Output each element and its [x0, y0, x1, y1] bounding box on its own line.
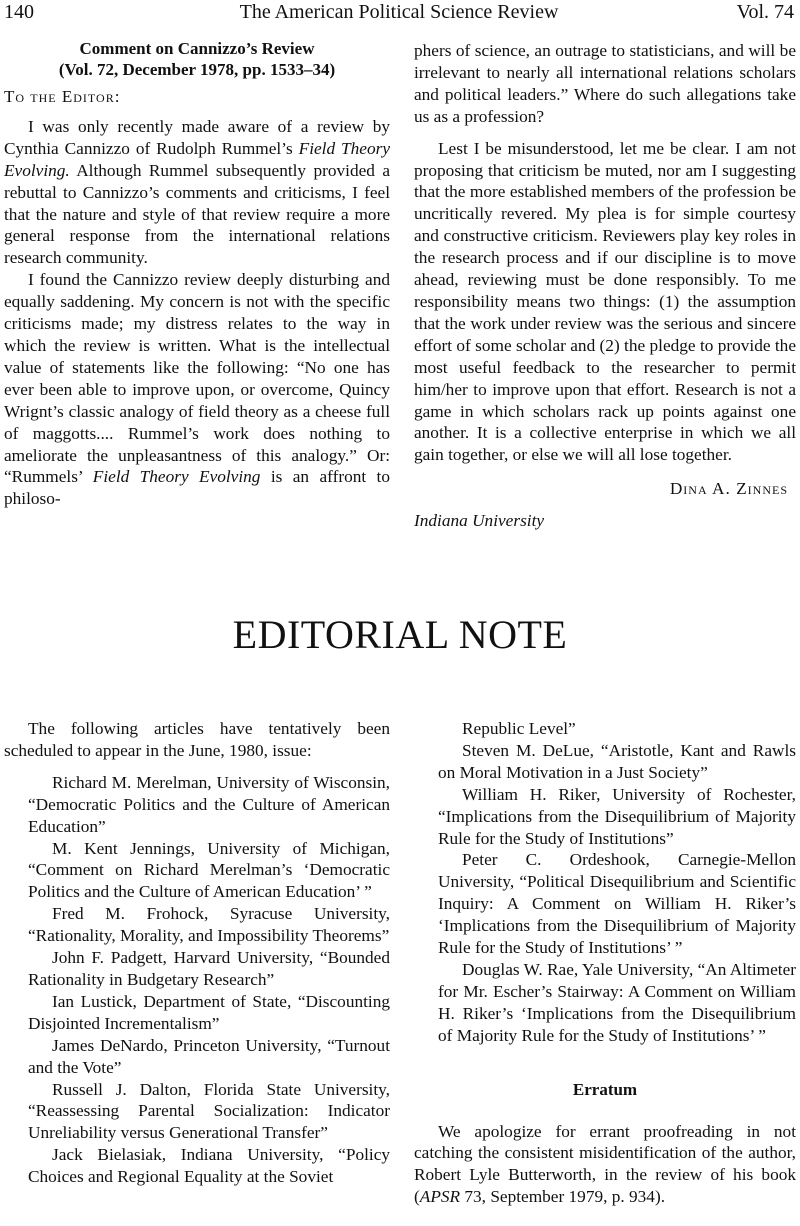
erratum-text-b: 73, September 1979, p. 934). — [460, 1187, 666, 1207]
journal-title: The American Political Science Review — [239, 1, 559, 23]
letter-paragraph-1 — [4, 116, 390, 269]
journal-abbrev-italic: APSR — [419, 1187, 461, 1207]
editorial-right-column — [414, 718, 796, 1208]
volume-label: Vol. 74 — [736, 1, 794, 23]
salutation: To the Editor: — [4, 87, 121, 106]
article-entry: Ian Lustick, Department of State, “Discounting Disjointed Incrementalism” — [28, 991, 390, 1033]
letter-title — [4, 38, 390, 80]
article-entry: Russell J. Dalton, Florida State University, “Reassessing Parental Socialization: Indicator Unreliability versus Generational Transfer” — [28, 1079, 390, 1143]
article-entry: James DeNardo, Princeton University, “Turnout and the Vote” — [28, 1035, 390, 1077]
author-signature: Dina A. Zinnes — [669, 479, 788, 499]
book-title-italic: Field Theory Evolving. — [4, 138, 391, 180]
letter-paragraph-3: Lest I be misunderstood, let me be clear. I am not proposing that criticism be muted, nor am I suggesting that the more established members of the profession be uncritically revered. My plea is for simple courtesy and constructive criticism. Reviewers play key roles in the research process and if our discipline is to move ahead, reviewing must be done responsibly. To me responsibility means two things: (1) the assumption that the work under review was the serious and sincere effort of some scholar and (2) the pledge to provide the most useful feedback to the researcher to permit him/her to improve upon that effort. Research is not a game in which scholars rack up points against one another. It is a collective enterprise in which we all gain together, or else we will all lose together. — [414, 138, 796, 465]
letter-left-column — [4, 38, 390, 510]
article-entry: M. Kent Jennings, University of Michigan, “Comment on Richard Merelman’s ‘Democratic Politics and the Culture of American Education’ ” — [28, 838, 390, 902]
letter-right-column — [414, 40, 796, 532]
article-entry-continued: Republic Level” — [462, 719, 576, 738]
letter-p2-text-b: is an affront to philoso- — [4, 467, 390, 509]
article-entry: Peter C. Ordeshook, Carnegie-Mellon University, “Political Disequilibrium and Scientific Inquiry: A Comment on William H. Riker’s ‘Implications from the Disequilibrium of Majority Rule for the Study of Institutions’ ” — [438, 850, 796, 958]
article-entry: John F. Padgett, Harvard University, “Bounded Rationality in Budgetary Research” — [28, 948, 390, 989]
letter-paragraph-2 — [4, 269, 390, 510]
letter-paragraph-2-continued: phers of science, an outrage to statisticians, and will be irrelevant to nearly all international relations scholars and political leaders.” Where do such allegations take us as a profession? — [414, 41, 796, 126]
book-title-italic: Field Theory Evolving — [92, 467, 261, 487]
article-entry: Fred M. Frohock, Syracuse University, “Rationality, Morality, and Impossibility Theorems” — [28, 904, 390, 946]
letter-title-line2: (Vol. 72, December 1978, pp. 1533–34) — [58, 60, 336, 79]
article-entry: Steven M. DeLue, “Aristotle, Kant and Rawls on Moral Motivation in a Just Society” — [438, 740, 796, 782]
article-entry: Richard M. Merelman, University of Wisconsin, “Democratic Politics and the Culture of American Education” — [28, 772, 390, 836]
running-head — [4, 0, 794, 26]
erratum-text-a: We apologize for errant proofreading in not catching the consistent misidentification of the author, Robert Lyle Butterworth, in the review of his book ( — [414, 1121, 796, 1207]
editorial-left-column — [4, 718, 390, 1188]
erratum-text — [414, 1121, 796, 1209]
letter-title-line1: Comment on Cannizzo’s Review — [79, 39, 315, 58]
article-entry: William H. Riker, University of Rochester, “Implications from the Disequilibrium of Majority Rule for the Study of Institutions” — [438, 784, 796, 848]
letter-p1-text-a: I was only recently made aware of a review by Cynthia Cannizzo of Rudolph Rummel’s — [4, 116, 390, 158]
editorial-note-title: EDITORIAL NOTE — [232, 612, 568, 657]
article-entry: Douglas W. Rae, Yale University, “An Altimeter for Mr. Escher’s Stairway: A Comment on William H. Riker’s ‘Implications from the Disequilibrium of Majority Rule for the Study of Institutions’ ” — [438, 959, 796, 1045]
letter-p2-text-a: I found the Cannizzo review deeply disturbing and equally saddening. My concern is not with the specific criticisms made; my distress relates to the way in which the review is written. What is the intellectual value of statements like the following: “No one has ever been able to improve upon, or overcome, Quincy Wrignt’s classic analogy of field theory as a cheese full of maggotts.... Rummel’s work does nothing to ameliorate the unpleasantness of this analogy.” Or: “Rummels’ — [4, 270, 390, 487]
letter-p1-text-b: Although Rummel subsequently provided a rebuttal to Cannizzo’s comments and criticisms, I feel that the nature and style of that review require a more general response from the international relations research community. — [4, 160, 390, 268]
editorial-intro: The following articles have tentatively been scheduled to appear in the June, 1980, issue: — [4, 719, 390, 760]
author-affiliation: Indiana University — [414, 511, 545, 531]
article-entry: Jack Bielasiak, Indiana University, “Policy Choices and Regional Equality at the Soviet — [28, 1145, 390, 1187]
erratum-title: Erratum — [572, 1079, 638, 1099]
page-number: 140 — [4, 1, 34, 23]
